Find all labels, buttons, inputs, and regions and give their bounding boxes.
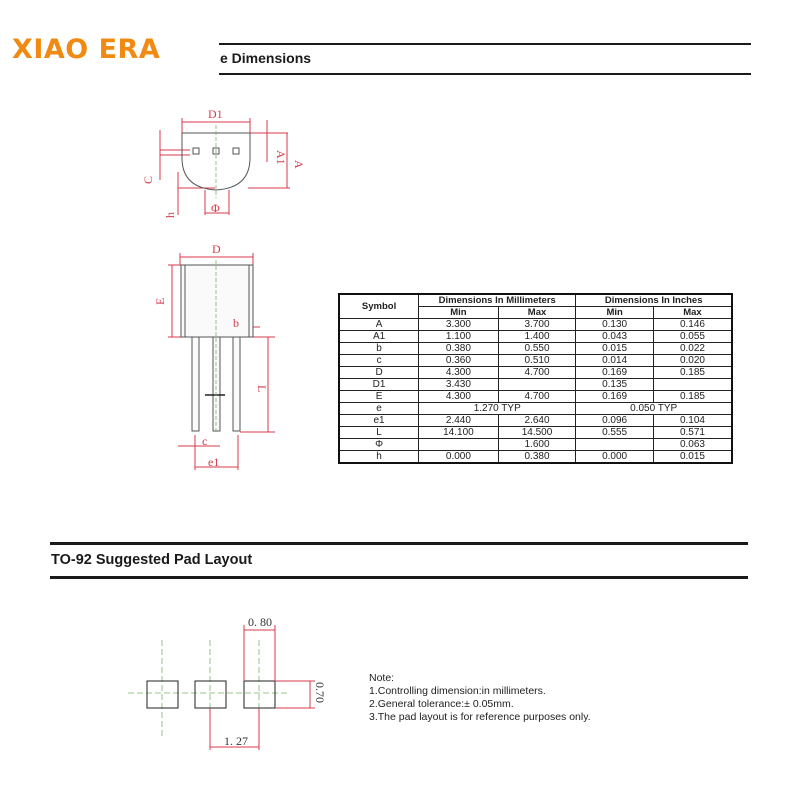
section-rule-bottom bbox=[50, 576, 748, 579]
header-mm: Dimensions In Millimeters bbox=[419, 294, 576, 307]
cell: 0.096 bbox=[576, 415, 654, 427]
cell: 0.130 bbox=[576, 319, 654, 331]
cell: 14.100 bbox=[419, 427, 499, 439]
header-mm-min: Min bbox=[419, 307, 499, 319]
cell: 0.380 bbox=[419, 343, 499, 355]
table-row bbox=[339, 427, 732, 439]
pad-2 bbox=[195, 681, 226, 708]
table-row bbox=[339, 367, 732, 379]
cell: 0.063 bbox=[653, 439, 732, 451]
front-view-drawing bbox=[150, 235, 290, 475]
top-view-drawing bbox=[130, 100, 310, 230]
cell: 14.500 bbox=[498, 427, 576, 439]
cell: 0.510 bbox=[498, 355, 576, 367]
cell bbox=[576, 439, 654, 451]
cell: 4.300 bbox=[419, 367, 499, 379]
label-c: c bbox=[202, 434, 208, 448]
pad-3 bbox=[244, 681, 275, 708]
cell-symbol: e1 bbox=[339, 415, 419, 427]
section-rule-top bbox=[50, 542, 748, 545]
table-row bbox=[339, 403, 732, 415]
cell: 3.300 bbox=[419, 319, 499, 331]
cell: 3.700 bbox=[498, 319, 576, 331]
cell: 4.700 bbox=[498, 391, 576, 403]
pad-layout-drawing bbox=[120, 610, 330, 760]
label-D: D bbox=[212, 242, 221, 256]
cell: 0.571 bbox=[653, 427, 732, 439]
cell-typ: 0.050 TYP bbox=[576, 403, 732, 415]
cell-symbol: e bbox=[339, 403, 419, 415]
label-phi: Φ bbox=[211, 201, 220, 215]
cell: 0.550 bbox=[498, 343, 576, 355]
cell bbox=[419, 439, 499, 451]
header-mm-max: Max bbox=[498, 307, 576, 319]
cell: 0.043 bbox=[576, 331, 654, 343]
label-L: L bbox=[255, 385, 269, 393]
table-row bbox=[339, 379, 732, 391]
cell-symbol: L bbox=[339, 427, 419, 439]
pad-height-label: 0.70 bbox=[313, 682, 327, 703]
section-rule-bottom bbox=[219, 73, 751, 75]
cell-typ: 1.270 TYP bbox=[419, 403, 576, 415]
cell: 4.300 bbox=[419, 391, 499, 403]
cell: 0.104 bbox=[653, 415, 732, 427]
cell: 1.400 bbox=[498, 331, 576, 343]
cell-symbol: h bbox=[339, 451, 419, 464]
header-inch: Dimensions In Inches bbox=[576, 294, 732, 307]
cell: 0.555 bbox=[576, 427, 654, 439]
cell-symbol: Φ bbox=[339, 439, 419, 451]
table-row bbox=[339, 319, 732, 331]
cell-symbol: A bbox=[339, 319, 419, 331]
cell-symbol: A1 bbox=[339, 331, 419, 343]
cell: 4.700 bbox=[498, 367, 576, 379]
cell: 0.185 bbox=[653, 391, 732, 403]
table-row bbox=[339, 439, 732, 451]
cell: 0.022 bbox=[653, 343, 732, 355]
cell: 2.640 bbox=[498, 415, 576, 427]
cell: 0.015 bbox=[576, 343, 654, 355]
table-row bbox=[339, 355, 732, 367]
cell: 0.169 bbox=[576, 367, 654, 379]
label-A: A bbox=[292, 160, 306, 169]
note-line: 1.Controlling dimension:in millimeters. bbox=[369, 685, 546, 697]
cell: 0.169 bbox=[576, 391, 654, 403]
cell-symbol: D bbox=[339, 367, 419, 379]
section-title-pad-layout: TO-92 Suggested Pad Layout bbox=[51, 552, 253, 568]
cell: 0.014 bbox=[576, 355, 654, 367]
label-D1: D1 bbox=[208, 107, 223, 121]
cell: 1.100 bbox=[419, 331, 499, 343]
cell bbox=[498, 379, 576, 391]
brand-logo: XIAO ERA bbox=[12, 34, 161, 65]
cell: 0.146 bbox=[653, 319, 732, 331]
label-h: h bbox=[163, 212, 177, 218]
note-title: Note: bbox=[369, 672, 395, 684]
table-row bbox=[339, 331, 732, 343]
pad-1 bbox=[147, 681, 178, 708]
cell: 0.135 bbox=[576, 379, 654, 391]
header-in-max: Max bbox=[653, 307, 732, 319]
cell: 0.055 bbox=[653, 331, 732, 343]
dimensions-table bbox=[338, 293, 733, 464]
note-line: 3.The pad layout is for reference purposes only. bbox=[369, 711, 591, 723]
table-row bbox=[339, 451, 732, 464]
label-A1: A1 bbox=[274, 150, 288, 165]
header-symbol: Symbol bbox=[339, 294, 419, 319]
cell-symbol: D1 bbox=[339, 379, 419, 391]
note-line: 2.General tolerance:± 0.05mm. bbox=[369, 698, 514, 710]
notes bbox=[369, 672, 591, 724]
cell bbox=[653, 379, 732, 391]
cell: 0.185 bbox=[653, 367, 732, 379]
cell: 3.430 bbox=[419, 379, 499, 391]
cell-symbol: c bbox=[339, 355, 419, 367]
label-e1: e1 bbox=[208, 455, 220, 469]
cell: 2.440 bbox=[419, 415, 499, 427]
table-row bbox=[339, 343, 732, 355]
cell: 0.360 bbox=[419, 355, 499, 367]
cell-symbol: b bbox=[339, 343, 419, 355]
pad-width-label: 0. 80 bbox=[248, 615, 272, 629]
table-row bbox=[339, 391, 732, 403]
cell-symbol: E bbox=[339, 391, 419, 403]
cell: 0.020 bbox=[653, 355, 732, 367]
header-in-min: Min bbox=[576, 307, 654, 319]
cell: 0.380 bbox=[498, 451, 576, 464]
label-b: b bbox=[233, 316, 239, 330]
table-row bbox=[339, 415, 732, 427]
label-C: C bbox=[141, 175, 155, 184]
section-title-dimensions: e Dimensions bbox=[220, 50, 312, 66]
cell: 0.015 bbox=[653, 451, 732, 464]
cell: 0.000 bbox=[576, 451, 654, 464]
cell: 1.600 bbox=[498, 439, 576, 451]
section-rule-top bbox=[219, 43, 751, 45]
cell: 0.000 bbox=[419, 451, 499, 464]
pad-pitch-label: 1. 27 bbox=[224, 734, 248, 748]
label-E: E bbox=[153, 297, 167, 305]
